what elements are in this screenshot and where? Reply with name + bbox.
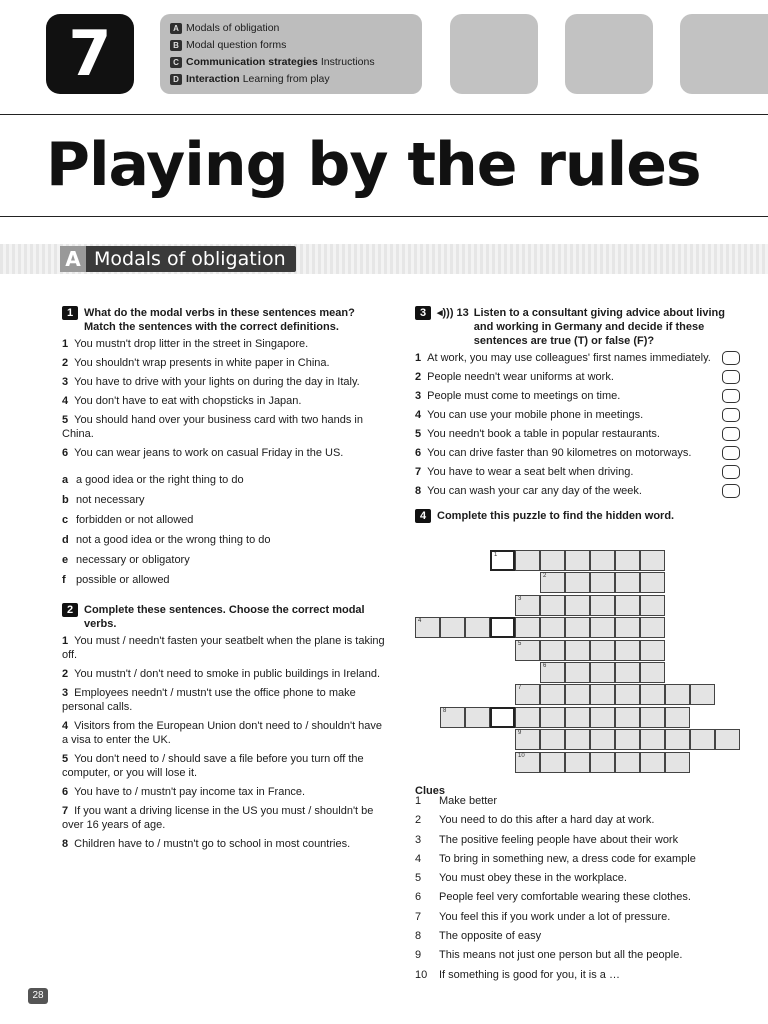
item-text: You don't have to eat with chopsticks in Japan. — [74, 395, 302, 407]
grey-decor-box — [680, 14, 768, 94]
sentence-item — [62, 837, 387, 851]
sentence-item — [62, 337, 387, 351]
answer-box[interactable] — [722, 484, 740, 498]
crossword-cell[interactable] — [615, 752, 640, 773]
crossword-cell[interactable] — [665, 684, 690, 705]
clue-item — [415, 869, 745, 888]
clue-item — [415, 831, 745, 850]
definition-text: not necessary — [76, 494, 145, 506]
item-number: 1 — [415, 352, 422, 364]
clue-text: The positive feeling people have about their work — [439, 833, 679, 846]
crossword-cell[interactable] — [640, 662, 665, 683]
item-number: 2 — [62, 357, 69, 369]
sentence-item — [62, 413, 387, 441]
true-false-sentence — [415, 389, 620, 403]
audio-icon: ◂))) — [437, 307, 454, 319]
crossword-cell[interactable] — [590, 752, 615, 773]
clue-number: 4 — [415, 852, 422, 865]
item-number: 5 — [415, 428, 422, 440]
sentence-item — [62, 785, 387, 799]
grey-decor-box — [565, 14, 653, 94]
clue-number-label: 4 — [418, 618, 422, 625]
sentence-item — [62, 375, 387, 389]
item-text: At work, you may use colleagues' first names immediately. — [427, 352, 711, 364]
crossword-cell[interactable] — [715, 729, 740, 750]
clue-number: 2 — [415, 814, 422, 827]
crossword-cell[interactable] — [515, 752, 540, 773]
item-number: 2 — [415, 371, 422, 383]
clue-number-label: 6 — [543, 663, 547, 669]
item-text: People must come to meetings on time. — [427, 390, 621, 402]
clue-text: If something is good for you, it is a … — [439, 968, 620, 981]
item-text: Employees needn't / mustn't use the office phone to make personal calls. — [62, 687, 356, 713]
crossword-cell[interactable] — [640, 572, 665, 593]
clue-text: You must obey these in the workplace. — [439, 872, 627, 885]
crossword-cell[interactable] — [565, 640, 590, 661]
item-text: You should hand over your business card with two hands in China. — [62, 414, 363, 440]
crossword-cell[interactable] — [640, 640, 665, 661]
definition-item — [62, 513, 387, 527]
sentence-item — [62, 356, 387, 370]
clue-number: 9 — [415, 949, 422, 962]
item-text: You can wear jeans to work on casual Friday in the US. — [74, 447, 344, 459]
topic-letter: B — [170, 40, 182, 51]
definition-letter: c — [62, 514, 69, 526]
sentence-item — [62, 634, 387, 662]
answer-box[interactable] — [722, 370, 740, 384]
crossword-cell[interactable] — [540, 640, 565, 661]
definition-letter: a — [62, 474, 69, 486]
item-number: 6 — [415, 447, 422, 459]
crossword-cell[interactable] — [515, 684, 540, 705]
clue-item — [415, 850, 745, 869]
true-false-sentence — [415, 465, 633, 479]
crossword-cell[interactable] — [440, 617, 465, 638]
item-text: You mustn't drop litter in the street in Singapore. — [74, 338, 309, 350]
crossword-cell[interactable] — [565, 595, 590, 616]
exercise-instruction: Complete these sentences. Choose the correct modal verbs. — [84, 604, 365, 630]
item-text: If you want a driving license in the US you must / shouldn't be over 16 years of age. — [62, 805, 374, 831]
sentence-item — [62, 446, 387, 460]
clue-number: 10 — [415, 968, 428, 981]
left-column — [62, 306, 387, 856]
item-number: 7 — [415, 466, 422, 478]
topic-d — [170, 71, 412, 88]
crossword-cell[interactable] — [540, 707, 565, 728]
clue-text: The opposite of easy — [439, 930, 542, 943]
topic-a — [170, 20, 412, 37]
definition-text: possible or allowed — [76, 574, 170, 586]
true-false-sentence — [415, 370, 614, 384]
item-number: 8 — [62, 838, 69, 850]
crossword-cell[interactable] — [615, 707, 640, 728]
definition-text: a good idea or the right thing to do — [76, 474, 244, 486]
crossword-cell[interactable] — [640, 729, 665, 750]
crossword-cell[interactable] — [615, 640, 640, 661]
crossword-cell[interactable] — [515, 617, 540, 638]
crossword-cell[interactable] — [440, 707, 465, 728]
exercise-4-heading — [415, 509, 740, 523]
item-number: 3 — [62, 687, 69, 699]
section-heading — [60, 246, 296, 272]
audio-track: 13 — [456, 307, 469, 319]
crossword-cell[interactable] — [565, 662, 590, 683]
true-false-item — [415, 408, 740, 422]
answer-box[interactable] — [722, 427, 740, 441]
page-title: Playing by the rules — [46, 130, 701, 200]
definition-letter: b — [62, 494, 69, 506]
clue-text: You feel this if you work under a lot of pressure. — [439, 910, 671, 923]
item-text: You shouldn't wrap presents in white paper in China. — [74, 357, 330, 369]
crossword-cell[interactable] — [540, 729, 565, 750]
clues-title: Clues — [415, 785, 445, 797]
exercise-1-heading — [62, 306, 387, 334]
crossword-cell[interactable] — [465, 707, 490, 728]
answer-box[interactable] — [722, 351, 740, 365]
clue-text: This means not just one person but all the people. — [439, 949, 683, 962]
crossword-cell[interactable] — [590, 617, 615, 638]
true-false-item — [415, 484, 740, 498]
topic-text: Instructions — [320, 56, 375, 68]
hidden-word-cell[interactable] — [490, 707, 515, 728]
sentence-item — [62, 719, 387, 747]
exercise-number: 3 — [415, 306, 431, 320]
item-number: 4 — [62, 395, 69, 407]
item-text: Children have to / mustn't go to school in most countries. — [74, 838, 351, 850]
crossword-cell[interactable] — [565, 617, 590, 638]
crossword-cell[interactable] — [565, 572, 590, 593]
clue-number-label: 3 — [518, 595, 522, 602]
crossword-cell[interactable] — [615, 617, 640, 638]
exercise-2-heading — [62, 603, 387, 631]
crossword-cell[interactable] — [690, 729, 715, 750]
crossword-cell[interactable] — [515, 640, 540, 661]
definition-letter: d — [62, 534, 69, 546]
answer-box[interactable] — [722, 465, 740, 479]
topic-letter: A — [170, 23, 182, 34]
crossword-cell[interactable] — [590, 662, 615, 683]
crossword-cell[interactable] — [640, 684, 665, 705]
crossword-cell[interactable] — [590, 707, 615, 728]
item-text: You must / needn't fasten your seatbelt when the plane is taking off. — [62, 635, 385, 661]
clue-number: 7 — [415, 910, 422, 923]
clue-number: 5 — [415, 872, 422, 885]
crossword-cell[interactable] — [615, 572, 640, 593]
item-number: 6 — [62, 786, 69, 798]
crossword-cell[interactable] — [515, 550, 540, 571]
clue-number: 6 — [415, 891, 422, 904]
crossword-cell[interactable] — [540, 684, 565, 705]
definition-text: forbidden or not allowed — [76, 514, 194, 526]
true-false-item — [415, 389, 740, 403]
clue-item — [415, 811, 745, 830]
topic-letter: D — [170, 74, 182, 85]
crossword-cell[interactable] — [640, 707, 665, 728]
clue-item — [415, 908, 745, 927]
item-number: 4 — [62, 720, 69, 732]
crossword-cell[interactable] — [615, 684, 640, 705]
definition-item — [62, 493, 387, 507]
crossword-cell[interactable] — [540, 752, 565, 773]
true-false-item — [415, 370, 740, 384]
item-number: 5 — [62, 753, 69, 765]
item-number: 7 — [62, 805, 69, 817]
exercise-number: 2 — [62, 603, 78, 617]
topic-bold: Communication strategies — [186, 56, 318, 68]
answer-box[interactable] — [722, 408, 740, 422]
right-column — [415, 306, 740, 526]
item-text: You can use your mobile phone in meetings. — [427, 409, 644, 421]
item-number: 1 — [62, 338, 69, 350]
clues-block — [415, 784, 745, 985]
definition-text: necessary or obligatory — [76, 554, 190, 566]
exercise-3-heading — [415, 306, 740, 348]
definition-letter: e — [62, 554, 69, 566]
clue-item — [415, 966, 745, 985]
item-number: 3 — [415, 390, 422, 402]
true-false-sentence — [415, 408, 643, 422]
hidden-word-cell[interactable] — [490, 617, 515, 638]
item-number: 3 — [62, 376, 69, 388]
true-false-item — [415, 351, 740, 365]
divider — [0, 114, 768, 115]
crossword-cell[interactable] — [540, 572, 565, 593]
item-text: You can wash your car any day of the week. — [427, 485, 642, 497]
crossword-cell[interactable] — [590, 595, 615, 616]
answer-box[interactable] — [722, 389, 740, 403]
true-false-sentence — [415, 427, 660, 441]
item-number: 6 — [62, 447, 69, 459]
clue-item — [415, 888, 745, 907]
true-false-item — [415, 446, 740, 460]
clue-text: You need to do this after a hard day at work. — [439, 814, 655, 827]
topic-c — [170, 54, 412, 71]
grey-decor-box — [450, 14, 538, 94]
true-false-sentence — [415, 351, 711, 365]
topic-letter: C — [170, 57, 182, 68]
definition-item — [62, 573, 387, 587]
crossword-cell[interactable] — [590, 572, 615, 593]
exercise-instruction: What do the modal verbs in these sentences mean? Match the sentences with the correct definitions. — [84, 307, 355, 333]
crossword-cell[interactable] — [615, 729, 640, 750]
crossword-cell[interactable] — [565, 729, 590, 750]
definition-item — [62, 553, 387, 567]
crossword-cell[interactable] — [640, 550, 665, 571]
exercise-number: 4 — [415, 509, 431, 523]
clue-item — [415, 927, 745, 946]
crossword-cell[interactable] — [540, 662, 565, 683]
crossword-cell[interactable] — [465, 617, 490, 638]
clue-number: 8 — [415, 930, 422, 943]
clue-number-label: 5 — [518, 640, 522, 647]
item-number: 2 — [62, 668, 69, 680]
definition-item — [62, 473, 387, 487]
clue-number-label: 7 — [518, 685, 522, 692]
crossword-cell[interactable] — [515, 595, 540, 616]
item-number: 1 — [62, 635, 69, 647]
crossword-cell[interactable] — [615, 595, 640, 616]
topic-text: Modals of obligation — [186, 22, 280, 34]
true-false-sentence — [415, 484, 642, 498]
crossword-cell[interactable] — [540, 595, 565, 616]
item-text: You have to drive with your lights on during the day in Italy. — [74, 376, 360, 388]
item-number: 8 — [415, 485, 422, 497]
crossword-cell[interactable] — [565, 550, 590, 571]
clue-number-label: 10 — [518, 752, 525, 759]
crossword-cell[interactable] — [565, 707, 590, 728]
crossword-cell[interactable] — [665, 752, 690, 773]
item-text: You have to wear a seat belt when driving. — [427, 466, 634, 478]
crossword-cell[interactable] — [640, 595, 665, 616]
crossword-cell[interactable] — [615, 550, 640, 571]
crossword-cell[interactable] — [565, 684, 590, 705]
crossword-cell[interactable] — [540, 550, 565, 571]
definition-item — [62, 533, 387, 547]
sentence-item — [62, 686, 387, 714]
sentence-item — [62, 752, 387, 780]
topic-b — [170, 37, 412, 54]
crossword-cell[interactable] — [615, 662, 640, 683]
item-text: Visitors from the European Union don't need to / shouldn't have a visa to enter the UK. — [62, 720, 383, 746]
exercise-instruction: Complete this puzzle to find the hidden word. — [437, 510, 675, 522]
item-number: 5 — [62, 414, 69, 426]
item-number: 4 — [415, 409, 422, 421]
item-text: You don't need to / should save a file before you turn off the computer, or you will lose it. — [62, 753, 364, 779]
item-text: You have to / mustn't pay income tax in France. — [74, 786, 306, 798]
clue-number: 3 — [415, 833, 422, 846]
topic-text: Modal question forms — [186, 39, 287, 51]
crossword-cell[interactable] — [665, 729, 690, 750]
true-false-sentence — [415, 446, 691, 460]
clue-number-label: 9 — [518, 730, 522, 737]
item-text: You mustn't / don't need to smoke in public buildings in Ireland. — [74, 668, 380, 680]
crossword-cell[interactable] — [590, 640, 615, 661]
topic-bold: Interaction — [186, 73, 240, 85]
clue-text: People feel very comfortable wearing these clothes. — [439, 891, 691, 904]
clue-number-label: 8 — [443, 707, 447, 714]
crossword-cell[interactable] — [515, 707, 540, 728]
clue-text: Make better — [439, 795, 498, 807]
sentence-item — [62, 804, 387, 832]
definition-letter: f — [62, 574, 66, 586]
hidden-word-cell[interactable] — [490, 550, 515, 571]
true-false-item — [415, 427, 740, 441]
crossword-cell[interactable] — [415, 617, 440, 638]
divider — [0, 216, 768, 217]
clue-number-label: 1 — [494, 552, 498, 558]
page-number: 28 — [28, 988, 48, 1004]
topic-text: Learning from play — [242, 73, 330, 85]
item-text: You needn't book a table in popular restaurants. — [427, 428, 660, 440]
item-text: People needn't wear uniforms at work. — [427, 371, 614, 383]
crossword-cell[interactable] — [540, 617, 565, 638]
clue-number-label: 2 — [543, 573, 547, 580]
sentence-item — [62, 667, 387, 681]
clue-item — [415, 792, 745, 811]
clue-item — [415, 946, 745, 965]
item-text: You can drive faster than 90 kilometres on motorways. — [427, 447, 692, 459]
sentence-item — [62, 394, 387, 408]
section-letter: A — [60, 246, 86, 272]
unit-topics-box — [160, 14, 422, 94]
exercise-number: 1 — [62, 306, 78, 320]
section-title: Modals of obligation — [94, 248, 286, 270]
exercise-instruction: Listen to a consultant giving advice about living and working in Germany and decide if these sentences are true (T) or false (F)? — [473, 307, 725, 347]
clue-text: To bring in something new, a dress code for example — [439, 852, 696, 865]
crossword-cell[interactable] — [690, 684, 715, 705]
definition-text: not a good idea or the wrong thing to do — [76, 534, 271, 546]
crossword-cell[interactable] — [590, 550, 615, 571]
crossword-cell[interactable] — [515, 729, 540, 750]
crossword-cell[interactable] — [590, 684, 615, 705]
crossword-cell[interactable] — [665, 707, 690, 728]
crossword-cell[interactable] — [590, 729, 615, 750]
clue-number: 1 — [415, 795, 422, 807]
answer-box[interactable] — [722, 446, 740, 460]
crossword-cell[interactable] — [640, 752, 665, 773]
crossword-cell[interactable] — [640, 617, 665, 638]
crossword-cell[interactable] — [565, 752, 590, 773]
true-false-item — [415, 465, 740, 479]
unit-number-badge: 7 — [46, 14, 134, 94]
